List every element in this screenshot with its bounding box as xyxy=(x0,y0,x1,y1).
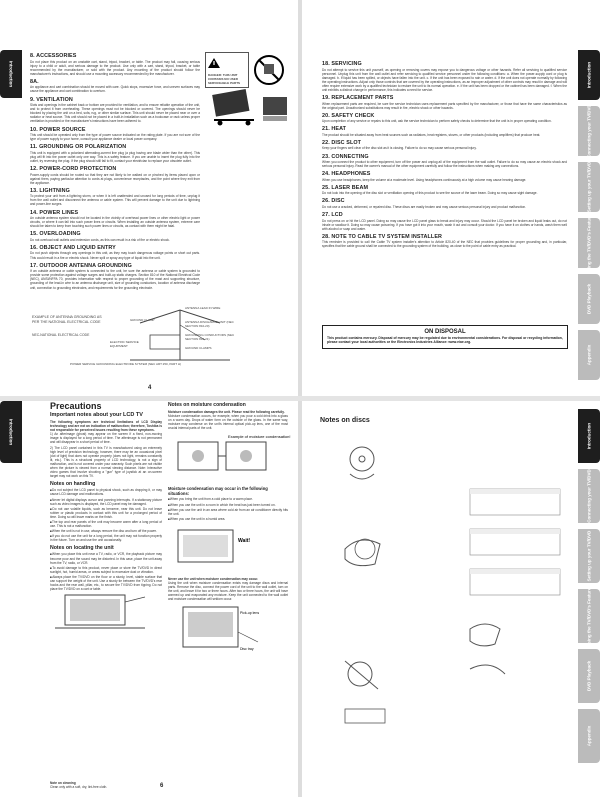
sidebar-tab-appendix[interactable] xyxy=(578,330,600,380)
section-title: 23. CONNECTING xyxy=(322,153,369,160)
section-title: 24. HEADPHONES xyxy=(322,171,371,178)
section-body: This reminder is provided to call the Cable TV system installer's attention to Article 820-40 of the NEC that provides guidelines for proper grounding and, in particular, specifies that the cable ground shall be connected to the grounding system of the building, as close to the point of cable entry as practical. xyxy=(322,240,567,249)
sidebar-tab-setting-up-your-tv-dvd[interactable] xyxy=(578,529,600,583)
moisture-column xyxy=(168,401,291,791)
cleaning-note xyxy=(50,781,160,789)
cleaning-title: Note on cleaning xyxy=(50,781,76,785)
diagram-discharge-label: ANTENNA DISCHARGE UNIT (NEC SECTION 810-20) xyxy=(185,320,234,328)
precautions-intro: The following symptoms are technical limitations of LCD Display technology and are not an indication of malfunction; therefore, Toshiba is not responsible for perceived issues resulting from these symptoms. xyxy=(50,420,162,433)
danger-placard-text: DANGER: THIS UNIT CONTAINS NO USER SERVICEABLE PARTS xyxy=(208,73,241,85)
section-title: 21. HEAT xyxy=(322,126,347,133)
handling-title: Notes on handling xyxy=(50,481,96,488)
section-body: When replacement parts are required, be sure the service technician uses replacement parts specified by the manufacturer, or those that have the same characteristics as the original part. Unauthorized substitutions may result in fire, electric shock or other hazards. xyxy=(322,101,567,110)
section-body: If an outside antenna or cable system is connected to the unit, be sure the antenna or cable system is grounded to provide some protection against voltage surges and built-up static charges. Section 810 of the National Electrical Code (NEC), ANSI/NFPA 70, provides information with respect to proper grounding of the mast and supporting structure, grounding of the lead-in wire to an antenna discharge unit, size of grounding conductors, location of antenna discharge unit, connection to grounding electrodes, and requirements for the grounding electrode. xyxy=(30,269,200,290)
section-body: Slots and openings in the cabinet back or bottom are provided for ventilation, and to ensure reliable operation of the unit, and to protect it from overheating. These openings must not be blocked or covered. The openings should never be blocked by placing the unit on a bed, sofa, rug, or other similar surface. This unit should never be placed near or over a radiator or heat source. This unit should not be placed in a built-in installation such as a bookcase or rack unless proper ventilation is provided or the manufacturer's instructions have been adhered to. xyxy=(30,103,200,124)
list-item: ■ Do not use volatile liquids, such as benzene, near this unit. Do not leave rubber or plastic products in contact with this unit for a prolonged period of time. Doing so will leave marks on the finish. xyxy=(50,507,162,519)
handling-list xyxy=(50,488,162,542)
wait-illustration xyxy=(168,522,278,572)
list-item: ■ When the unit is not in use, always remove the disc and turn off the power. xyxy=(50,529,162,533)
condensation-illustration xyxy=(168,430,291,478)
sidebar-tab-connecting-your-tv-dvd[interactable] xyxy=(578,106,600,156)
section-body: When you connect the product to other equipment, turn off the power and unplug all of the equipment from the wall outlet. Failure to do so may cause an electric shock and serious personal injury. Read the owner's manual of the other equipment carefully and follow the instructions when making any connections. xyxy=(322,160,567,169)
left-sidebar-tabs xyxy=(0,0,22,396)
section-title: 20. SAFETY CHECK xyxy=(322,112,375,119)
section-title: 12. POWER-CORD PROTECTION xyxy=(30,166,117,172)
safety-column-1 xyxy=(30,50,200,305)
section-body: Do not overload wall outlets and extension cords, as this can result in a risk of fire or electric shock. xyxy=(30,237,170,242)
sidebar-tab-label: Using the TV/DVD's Features xyxy=(586,585,592,647)
section-body: Do not push objects through any openings in this unit, as they may touch dangerous voltage points or short out parts. This could result in a fire or electric shock. Never spill or spray any type of liquid into the unit. xyxy=(30,251,200,260)
disposal-notice xyxy=(322,325,568,349)
sidebar-tab-introduction[interactable] xyxy=(578,50,600,100)
page-number: 4 xyxy=(148,385,152,391)
moisture-intro: Moisture condensation damages the unit. Please read the following carefully. xyxy=(168,410,285,414)
section-title: 14. POWER LINES xyxy=(30,209,79,216)
wait-label: Wait! xyxy=(238,537,251,544)
moisture-title: Notes on moisture condensation xyxy=(168,402,246,408)
right-sidebar-tabs xyxy=(578,401,600,797)
warning-triangle-icon xyxy=(208,58,220,68)
cart-tip-icon xyxy=(210,88,258,126)
sidebar-tab-introduction[interactable] xyxy=(0,50,22,98)
sidebar-tab-label: DVD Playback xyxy=(586,660,592,692)
sidebar-tab-label: Setting up your TV/DVD xyxy=(586,530,592,582)
list-item: ■ Do not subject the LCD panel to physical shock, such as dropping it, or may cause LCD damage and malfunctions. xyxy=(50,488,162,496)
list-item: ■ When you use the unit in a humid area. xyxy=(168,517,288,521)
no-user-service-icon xyxy=(250,52,288,92)
list-item: ■ When you use the unit in a room in which the heat has just been turned on. xyxy=(168,503,288,507)
sidebar-tab-introduction[interactable] xyxy=(0,401,22,463)
precaution-points xyxy=(50,432,162,478)
sidebar-tab-label: DVD Playback xyxy=(586,283,592,315)
sidebar-tab-label: Appendix xyxy=(586,725,592,747)
moisture-body: Moisture condensation occurs, for example, when you pour a cold drink into a glass on a warm day. Drops of water form on the outside of the glass. In the same way, moisture may condense on the unit's internal optical pick-up lens, one of the most crucial internal parts of the unit. xyxy=(168,414,288,431)
disposal-text: This product contains mercury. Disposal of mercury may be regulated due to environmental considerations. For disposal or recycling information, please contact your local authorities or the Electronics Industries Alliance: www.eiae.org. xyxy=(327,336,563,345)
bottom-spread xyxy=(0,401,600,797)
sidebar-tab-label: Introduction xyxy=(8,60,14,88)
list-item: 2) The LCD panel contained in this TV is manufactured using an extremely high level of precision technology; however, there may be an occasional pixel (dot of light) that does not operate properly (does not light, remains constantly lit, etc.). This is a structural property of LCD technology, is not a sign of malfunction, and is not covered under your warranty. Such pixels are not visible when the picture is viewed from a normal viewing distance. Note: Interactive video games that involve shooting a "gun" type of joystick at an on-screen target may not work on this TV. xyxy=(50,445,162,479)
page-6 xyxy=(0,401,298,797)
section-body: When you use headphones, keep the volume at a moderate level. Using headphones continuously at a high volume may cause hearing damage. xyxy=(322,177,527,182)
section-title: 22. DISC SLOT xyxy=(322,139,362,146)
section-body: This unit is equipped with a polarized alternating-current line plug (a plug having one blade wider than the other). This plug will fit into the power outlet only one way. This is a safety feature. If you are unable to insert the plug fully into the outlet, try reversing the plug. If the plug should still fail to fit, contact your electrician to replace your obsolete outlet. xyxy=(30,150,200,163)
section-title: 10. POWER SOURCE xyxy=(30,126,86,133)
pickup-lens-label: Pick-up lens xyxy=(240,610,260,615)
sidebar-tab-connecting-your-tv-dvd[interactable] xyxy=(578,469,600,523)
precautions-column xyxy=(50,401,162,781)
sidebar-tab-label: Introduction xyxy=(8,418,14,446)
section-title: 8. ACCESSORIES xyxy=(30,53,77,59)
sidebar-tab-appendix[interactable] xyxy=(578,709,600,763)
section-body: Do not look into the opening of the disc slot or ventilation opening of this product to see the source of the laser beam. Doing so may cause sight damage. xyxy=(322,191,538,196)
sidebar-tab-dvd-playback[interactable] xyxy=(578,274,600,324)
disposal-title: ON DISPOSAL xyxy=(424,329,466,335)
section-title: 26. DISC xyxy=(322,198,345,205)
section-title: 16. OBJECT AND LIQUID ENTRY xyxy=(30,244,116,251)
sidebar-tab-label: Connecting your TV/DVD xyxy=(586,469,592,523)
list-item: ■ When you place this unit near a TV, radio, or VCR, the playback picture may become poor and the sound may be distorted. In this case, place the unit away from the TV, radio, or VCR. xyxy=(50,552,162,564)
page-number: 6 xyxy=(160,783,164,789)
diagram-antenna-lead-label: ANTENNA LEAD IN WIRE xyxy=(185,306,221,310)
section-body: Do not press on or hit the LCD panel. Doing so may cause the LCD panel glass to break and injury may occur. Should the LCD panel be broken and liquid leaks out, do not inhale or swallow it. Doing so may cause poisoning. If you have got it into your mouth, wash it out and consult your doctor. If you have it on clothes or hands, wash them well with alcohol or soap and water. xyxy=(322,218,567,231)
discs-title: Notes on discs xyxy=(320,417,370,424)
section-title: 19. REPLACEMENT PARTS xyxy=(322,95,394,102)
section-title: 18. SERVICING xyxy=(322,61,362,67)
list-item: ■ When you use the unit in an area where cold air from an air conditioner directly hits the unit. xyxy=(168,508,288,516)
safety-column-2 xyxy=(322,58,567,323)
section-body: The product should be situated away from heat sources such as radiators, heat registers, stoves, or other products (including amplifiers) that produce heat. xyxy=(322,132,541,137)
situations-list xyxy=(168,497,288,520)
cleaning-text: Clean only with a soft, dry, lint-free cloth. xyxy=(50,785,108,790)
tv-strap-illustration xyxy=(50,592,155,632)
section-title: 9. VENTILATION xyxy=(30,96,73,103)
sidebar-tab-introduction[interactable] xyxy=(578,409,600,463)
section-title: 15. OVERLOADING xyxy=(30,231,81,238)
section-body: This unit should be operated only from the type of power source indicated on the rating plate. If you are not sure of the type of power supply to your home, consult your appliance dealer or local power company. xyxy=(30,133,200,142)
sidebar-tab-dvd-playback[interactable] xyxy=(578,649,600,703)
sidebar-tab-label: Introduction xyxy=(586,61,592,89)
diagram-power-service-label: POWER SERVICE GROUNDING ELECTRODE SYSTEM (NEC ART 250, PART H) xyxy=(70,362,182,366)
section-title: 13. LIGHTNING xyxy=(30,187,70,194)
locating-title: Notes on locating the unit xyxy=(50,545,114,552)
diagram-conductors-label: GROUNDING CONDUCTORS (NEC SECTION 810-21) xyxy=(185,333,235,341)
disc-tray-label: Disc tray xyxy=(240,646,254,651)
ventilation-icon xyxy=(260,94,290,124)
page-5 xyxy=(302,0,600,396)
right-sidebar-tabs xyxy=(578,0,600,396)
list-item: ■ When you bring the unit from a cold place to a warm place. xyxy=(168,497,288,501)
section-body: Upon completion of any service or repairs to this unit, ask the service technician to perform safety checks to determine that the unit is in proper operating condition. xyxy=(322,119,552,124)
locating-list xyxy=(50,552,162,591)
condensation-caption: Example of moisture condensation! xyxy=(228,434,291,440)
sidebar-tab-label: Setting up your TV/DVD xyxy=(586,161,592,213)
sidebar-tab-using-the-tv-dvd-s-features[interactable] xyxy=(578,585,600,647)
list-item: ■ If you do not use the unit for a long period, the unit may not function properly in the future. Turn on and use the unit occasionally. xyxy=(50,534,162,542)
never-use-body: Using the unit when moisture condensation exists may damage discs and internal parts. Remove the disc, connect the power cord of the unit to the wall outlet, turn on the unit, and leave it for two or three hours. After two or three hours, the unit will have warmed up and evaporated any moisture. Keep the unit connected to the wall outlet and moisture condensation will seldom occur. xyxy=(168,581,288,602)
section-body: To protect your unit from a lightning storm, or when it is left unattended and unused for long periods of time, unplug it from the wall outlet and disconnect the antenna or cable system. This will prevent damage to the unit due to lightning and power-line surges. xyxy=(30,194,200,207)
section-title: 28. NOTE TO CABLE TV SYSTEM INSTALLER xyxy=(322,233,443,240)
precautions-subtitle: Important notes about your LCD TV xyxy=(50,412,143,418)
warning-illustrations xyxy=(205,52,291,112)
sidebar-tab-label: Connecting your TV/DVD xyxy=(586,104,592,158)
diagram-example-label: EXAMPLE OF ANTENNA GROUNDING AS PER THE NATIONAL ELECTRICAL CODE xyxy=(32,315,102,324)
sidebar-tab-using-the-tv-dvd-s-features[interactable] xyxy=(578,212,600,274)
top-spread xyxy=(0,0,600,396)
left-sidebar-tabs xyxy=(0,401,22,797)
diagram-ground-clamp-label: GROUND CLAMP xyxy=(130,318,155,322)
section-body: Do not use a cracked, deformed, or repaired disc. These discs are easily broken and may cause serious personal injury and product malfunction. xyxy=(322,204,527,209)
section-title: 25. LASER BEAM xyxy=(322,184,369,191)
diagram-clamps-label: GROUND CLAMPS xyxy=(185,346,212,350)
list-item: ■ The top and rear panels of the unit may become warm after a long period of use. This is not a malfunction. xyxy=(50,520,162,528)
list-item: 1) An afterimage (ghost) may appear on the screen if a fixed, non-moving image is displayed for a long period of time. The afterimage is not permanent and will disappear in a short period of time. xyxy=(50,432,162,445)
list-item: ■ To avoid damage to this product, never place or store the TV/DVD in direct sunlight, hot, humid areas, or areas subject to excessive dust or vibration. xyxy=(50,566,162,574)
section-title: 8A. xyxy=(30,78,39,85)
precautions-title: Precautions xyxy=(50,401,102,411)
list-item: ■ Always place the TV/DVD on the floor or a sturdy, level, stable surface that can support the weight of the unit. Use a sturdy tie between the TV/DVD's rear hooks and the rear wall, pillar, etc., to secure the TV/DVD from tipping. Do not place the TV/DVD on a cart or table. xyxy=(50,575,162,591)
section-body: Power-supply cords should be routed so that they are not likely to be walked on or pinched by items placed upon or against them, paying particular attention to cords at plugs, convenience receptacles, and the point where they exit from the appliance. xyxy=(30,172,200,185)
sidebar-tab-setting-up-your-tv-dvd[interactable] xyxy=(578,162,600,212)
page-4 xyxy=(0,0,298,396)
page-7 xyxy=(302,401,600,797)
never-use-title: Never use the unit when moisture condensation may occur. xyxy=(168,576,259,581)
section-title: 27. LCD xyxy=(322,212,343,218)
sidebar-tab-label: Appendix xyxy=(586,344,592,366)
diagram-nec-label: NEC-NATIONAL ELECTRICAL CODE xyxy=(32,333,90,337)
sidebar-tab-label: Introduction xyxy=(586,422,592,450)
section-body: An appliance and cart combination should be moved with care. Quick stops, excessive force, and uneven surfaces may cause the appliance and cart combination to overturn. xyxy=(30,85,200,94)
section-title: 17. OUTDOOR ANTENNA GROUNDING xyxy=(30,262,132,269)
diagram-electric-service-label: ELECTRIC SERVICE EQUIPMENT xyxy=(110,340,139,348)
danger-placard xyxy=(205,52,249,88)
section-title: 11. GROUNDING OR POLARIZATION xyxy=(30,144,127,151)
pickup-lens-illustration xyxy=(168,602,278,657)
section-body: Do not attempt to service this unit yourself, as opening or removing covers may expose you to dangerous voltage or other hazards. Refer all servicing to qualified service personnel. Unplug this unit from the wall outlet and refer servicing to qualified service personnel under the following conditions: a. When the power-supply cord or plug is damaged. b. If liquid has been spilled, or objects have fallen into the unit. c. If the unit has been exposed to rain or water. d. If the unit does not operate normally by following the operating instructions. Adjust only those controls that are covered by the operating instructions, as an improper adjustment of other controls may result in damage and will often require extensive work by a qualified technician to restore the unit to its normal operation. e. If the unit has been dropped or the cabinet has been damaged. f. When the unit exhibits a distinct change in performance, this indicates a need for service. xyxy=(322,67,567,92)
sidebar-tab-label: Using the TV/DVD's Features xyxy=(586,212,592,274)
section-body: Do not place this product on an unstable cart, stand, tripod, bracket, or table. The product may fall, causing serious injury to a child or adult, and serious damage to the product. Use only with a cart, stand, tripod, bracket, or table recommended by the manufacturer, or sold with the product. Any mounting of the product should follow the manufacturer's instructions, and should use a mounting accessory recommended by the manufacturer. xyxy=(30,59,200,76)
list-item: ■ Never let digital displays cursor and panning interrupts. If a stationary picture such as video images is displayed, the LCD panel may be damaged. xyxy=(50,498,162,506)
situations-title: Moisture condensation may occur in the following situations: xyxy=(168,486,268,497)
section-body: An outside antenna system should not be located in the vicinity of overhead power lines or other electric light or power circuits, or where it can fall into such power lines or circuits. When installing an outside antenna system, extreme care should be taken to keep from touching such power lines or circuits, as contact with them might be fatal. xyxy=(30,216,200,229)
section-body: Keep your fingers well clear of the disc slot as it is closing. Failure to do so may cause serious personal injury. xyxy=(322,146,477,151)
disc-handling-illustrations xyxy=(320,429,575,779)
